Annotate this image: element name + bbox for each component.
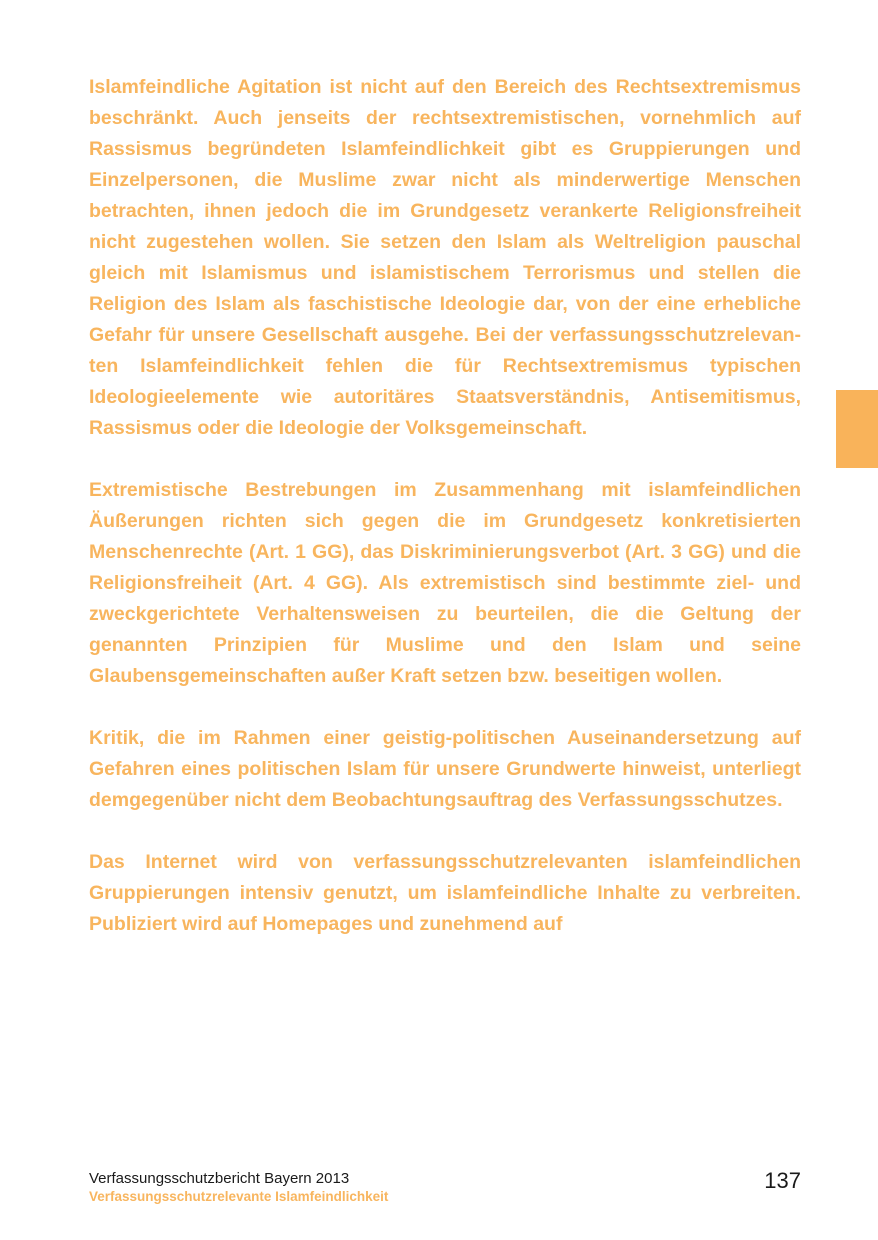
chapter-title: Verfassungsschutzrelevante Islamfeindlichkeit <box>89 1189 389 1204</box>
report-title: Verfassungsschutzbericht Bayern 2013 <box>89 1170 350 1187</box>
paragraph-4: Das Internet wird von verfassungsschutzrelevanten islamfeindlichen Gruppierungen intensiv genutzt, um islamfeindliche Inhalte zu verbreiten. Publiziert wird auf Homepages und zunehmend auf <box>89 851 801 935</box>
page-footer <box>89 1170 801 1206</box>
paragraph-3: Kritik, die im Rahmen einer geistig-politischen Auseinandersetzung auf Gefahren eines politischen Islam für unsere Grundwerte hinweist, unterliegt demgegenüber nicht dem Beobachtungsauftrag des Verfassungsschutzes. <box>89 727 801 811</box>
chapter-side-tab <box>836 390 878 468</box>
body-text <box>89 72 801 971</box>
paragraph-2: Extremistische Bestrebungen im Zusammenhang mit islamfeindlichen Äußerungen richten sich gegen die im Grundgesetz konkretisierten Menschenrechte (Art. 1 GG), das Diskriminierungsverbot (Art. 3 GG) und die Religionsfreiheit (Art. 4 GG). Als extremistisch sind bestimmte ziel- und zweckgerichtete Verhaltensweisen zu beurteilen, die die Geltung der genannten Prinzipien für Muslime und den Islam und seine Glaubensgemeinschaften außer Kraft setzen bzw. beseitigen wollen. <box>89 479 801 687</box>
paragraph-1: Islamfeindliche Agitation ist nicht auf den Bereich des Rechtsextremismus beschränkt. Auch jenseits der rechtsextremistischen, vornehmlich auf Rassismus begründeten Islamfeindlichkeit gibt es Gruppierungen und Einzelpersonen, die Muslime zwar nicht als minderwertige Menschen betrachten, ihnen jedoch die im Grundgesetz verankerte Religionsfreiheit nicht zugestehen wollen. Sie setzen den Islam als Weltreligion pauschal gleich mit Islamismus und islamistischem Terrorismus und stellen die Religion des Islam als faschistische Ideologie dar, von der eine erhebliche Gefahr für unsere Gesellschaft ausgehe. Bei der verfassungsschutzrelevanten Islamfeindlichkeit fehlen die für Rechtsextremismus typischen Ideologieelemente wie autoritäres Staatsverständnis, Antisemitismus, Rassismus oder die Ideologie der Volksgemeinschaft. <box>89 76 801 439</box>
page-number: 137 <box>764 1168 801 1193</box>
